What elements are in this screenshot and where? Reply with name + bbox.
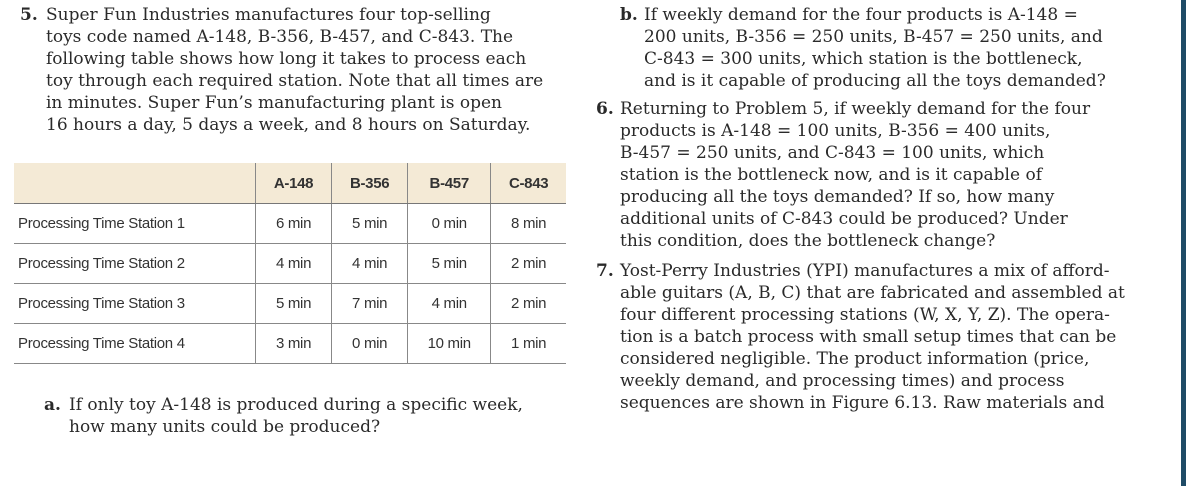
text-line: products is A-148 = 100 units, B-356 = 400 units,: [620, 121, 1051, 141]
page-edge-bar: [1181, 0, 1186, 486]
table-row: [14, 324, 566, 364]
table-cell: 2 min: [491, 284, 566, 324]
text-line: and is it capable of producing all the toys demanded?: [644, 71, 1106, 91]
text-line: how many units could be produced?: [69, 417, 381, 437]
text-line: toy through each required station. Note that all times are: [46, 71, 544, 91]
problem-7: [590, 260, 1170, 414]
problem-number: 5.: [20, 5, 38, 25]
text-line: in minutes. Super Fun’s manufacturing plant is open: [46, 93, 502, 113]
table-row: [14, 244, 566, 284]
text-line: additional units of C-843 could be produced? Under: [620, 209, 1068, 229]
table-cell: 4 min: [256, 244, 332, 284]
question-label: a.: [44, 395, 61, 415]
table-cell: 2 min: [491, 244, 566, 284]
text-line: this condition, does the bottleneck change?: [620, 231, 996, 251]
table-header-cell: B-356: [332, 163, 408, 204]
text-line: sequences are shown in Figure 6.13. Raw materials and: [620, 393, 1105, 413]
row-label: Processing Time Station 4: [14, 324, 256, 364]
text-line: weekly demand, and processing times) and process: [620, 371, 1065, 391]
table-row: [14, 204, 566, 244]
table-cell: 8 min: [491, 204, 566, 244]
processing-time-table: [14, 163, 566, 364]
text-line: 16 hours a day, 5 days a week, and 8 hours on Saturday.: [46, 115, 531, 135]
text-line: B-457 = 250 units, and C-843 = 100 units, which: [620, 143, 1045, 163]
table-row: [14, 284, 566, 324]
problem-text: [46, 4, 574, 136]
text-line: four different processing stations (W, X, Y, Z). The opera-: [620, 305, 1110, 325]
text-line: If only toy A-148 is produced during a specific week,: [69, 395, 523, 415]
problem-number: 7.: [596, 261, 614, 281]
right-column: [596, 4, 1170, 414]
text-line: tion is a batch process with small setup times that can be: [620, 327, 1117, 347]
text-line: following table shows how long it takes to process each: [46, 49, 527, 69]
table-cell: 4 min: [332, 244, 408, 284]
problem-5: [14, 4, 574, 136]
row-label: Processing Time Station 2: [14, 244, 256, 284]
text-line: station is the bottleneck now, and is it capable of: [620, 165, 1042, 185]
text-line: If weekly demand for the four products is A-148 =: [644, 5, 1078, 25]
table-cell: 4 min: [408, 284, 491, 324]
question-text: [69, 394, 574, 438]
table-header-row: [14, 163, 566, 204]
row-label: Processing Time Station 1: [14, 204, 256, 244]
table-header-cell: [14, 163, 256, 204]
problem-number: 6.: [596, 99, 614, 119]
text-line: producing all the toys demanded? If so, how many: [620, 187, 1055, 207]
table-cell: 5 min: [332, 204, 408, 244]
table-cell: 10 min: [408, 324, 491, 364]
text-line: Yost-Perry Industries (YPI) manufactures a mix of afford-: [620, 261, 1110, 281]
table-cell: 5 min: [408, 244, 491, 284]
table-cell: 3 min: [256, 324, 332, 364]
text-line: able guitars (A, B, C) that are fabricated and assembled at: [620, 283, 1125, 303]
text-line: Super Fun Industries manufactures four top-selling: [46, 5, 491, 25]
text-line: 200 units, B-356 = 250 units, B-457 = 250 units, and: [644, 27, 1103, 47]
processing-time-table-wrap: [14, 163, 574, 364]
table-header-cell: A-148: [256, 163, 332, 204]
table-cell: 1 min: [491, 324, 566, 364]
question-a: [14, 394, 574, 438]
table-cell: 7 min: [332, 284, 408, 324]
table-cell: 5 min: [256, 284, 332, 324]
text-line: considered negligible. The product information (price,: [620, 349, 1090, 369]
text-line: toys code named A-148, B-356, B-457, and C-843. The: [46, 27, 514, 47]
table-cell: 6 min: [256, 204, 332, 244]
text-line: Returning to Problem 5, if weekly demand for the four: [620, 99, 1091, 119]
table-cell: 0 min: [332, 324, 408, 364]
question-text: [644, 4, 1170, 92]
text-line: C-843 = 300 units, which station is the bottleneck,: [644, 49, 1083, 69]
row-label: Processing Time Station 3: [14, 284, 256, 324]
problem-6: [590, 98, 1170, 252]
problem-text: [620, 98, 1170, 252]
problem-text: [620, 260, 1170, 414]
left-column: [14, 4, 574, 438]
question-label: b.: [620, 5, 638, 25]
table-header-cell: B-457: [408, 163, 491, 204]
table-cell: 0 min: [408, 204, 491, 244]
question-b: [614, 4, 1170, 92]
table-header-cell: C-843: [491, 163, 566, 204]
